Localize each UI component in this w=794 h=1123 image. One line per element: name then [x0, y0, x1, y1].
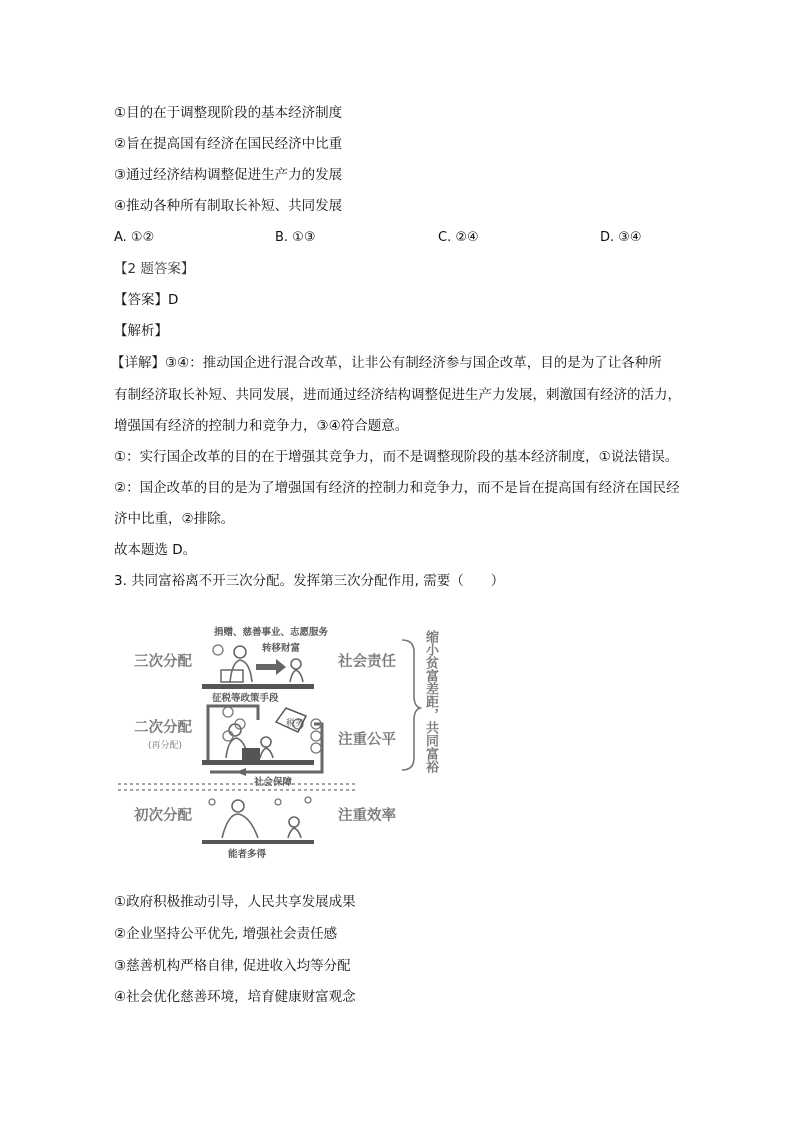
q2-answer-line [114, 291, 178, 309]
second-distribution-caption: 征税等政策手段 [212, 693, 279, 704]
social-security-arrow [236, 768, 246, 776]
distribution-diagram [118, 612, 448, 862]
q2-note-2-line-1: ②：国企改革的目的是为了增强国有经济的控制力和竞争力，而不是旨在提高国有经济在国民经 [114, 480, 680, 496]
third-distribution-caption: 捐赠、慈善事业、志愿服务 [214, 627, 329, 638]
tax-flag-text: 税务 [286, 719, 305, 729]
second-distribution-value: 注重公平 [338, 732, 396, 748]
second-tier-bar [202, 760, 314, 765]
q3-statement-2: ②企业坚持公平优先, 增强社会责任感 [114, 926, 338, 942]
second-distribution-label: 二次分配 [134, 720, 192, 736]
answer-label: 【答案】 [114, 292, 168, 308]
q2-note-1: ①：实行国企改革的目的在于增强其竞争力，而不是调整现阶段的基本经济制度，①说法错误。 [114, 449, 679, 465]
q3-statement-4: ④社会优化慈善环境，培育健康财富观念 [114, 989, 356, 1005]
answer-value: D [168, 292, 179, 308]
first-distribution-label: 初次分配 [134, 808, 192, 824]
q2-detail-line-2: 有制经济取长补短、共同发展，进而通过经济结构调整促进生产力发展，刺激国有经济的活力， [114, 387, 681, 403]
detail-text-1: ③④：推动国企进行混合改革，让非公有制经济参与国企改革，目的是为了让各种所 [165, 355, 662, 371]
q2-statement-2: ②旨在提高国有经济在国民经济中比重 [114, 136, 343, 152]
third-distribution-value: 社会责任 [338, 654, 396, 670]
first-distribution-value: 注重效率 [338, 808, 396, 824]
q2-option-a: A. ①② [114, 230, 155, 245]
q2-analysis-label: 【解析】 [114, 323, 168, 339]
q2-option-d: D. ③④ [600, 230, 642, 245]
bracket-caption: 缩小贫富差距，共同富裕 [423, 630, 438, 773]
third-distribution-arrow-text: 转移财富 [262, 643, 301, 654]
q2-statement-3: ③通过经济结构调整促进生产力的发展 [114, 167, 343, 183]
q3-stem: 3. 共同富裕离不开三次分配。发挥第三次分配作用, 需要（ ） [114, 573, 505, 589]
first-distribution-caption: 能者多得 [228, 849, 267, 860]
third-tier-bar [202, 684, 314, 689]
arrow-right-icon [256, 659, 286, 675]
detail-label: 【详解】 [111, 355, 165, 371]
q2-note-2-line-2: 济中比重，②排除。 [114, 511, 235, 527]
box-icon [242, 748, 260, 760]
people-icons [222, 646, 303, 838]
q2-option-c: C. ②④ [438, 230, 479, 245]
q2-detail-line-3: 增强国有经济的控制力和竞争力，③④符合题意。 [114, 418, 409, 434]
q2-answer-header: 【2 题答案】 [114, 261, 195, 277]
first-tier-bar [202, 840, 314, 844]
q2-statement-1: ①目的在于调整现阶段的基本经济制度 [114, 105, 343, 121]
second-distribution-sub: (再分配) [148, 741, 183, 751]
q2-detail-line-1 [111, 354, 662, 372]
q2-conclusion: 故本题选 D。 [114, 542, 197, 558]
q2-option-b: B. ①③ [275, 230, 316, 245]
q2-statement-4: ④推动各种所有制取长补短、共同发展 [114, 198, 343, 214]
q3-statement-3: ③慈善机构严格自律, 促进收入均等分配 [114, 958, 351, 974]
bracket [402, 640, 420, 770]
third-distribution-label: 三次分配 [134, 654, 192, 670]
q3-statement-1: ①政府积极推动引导，人民共享发展成果 [114, 894, 356, 910]
social-security-label: 社会保障 [254, 777, 293, 788]
